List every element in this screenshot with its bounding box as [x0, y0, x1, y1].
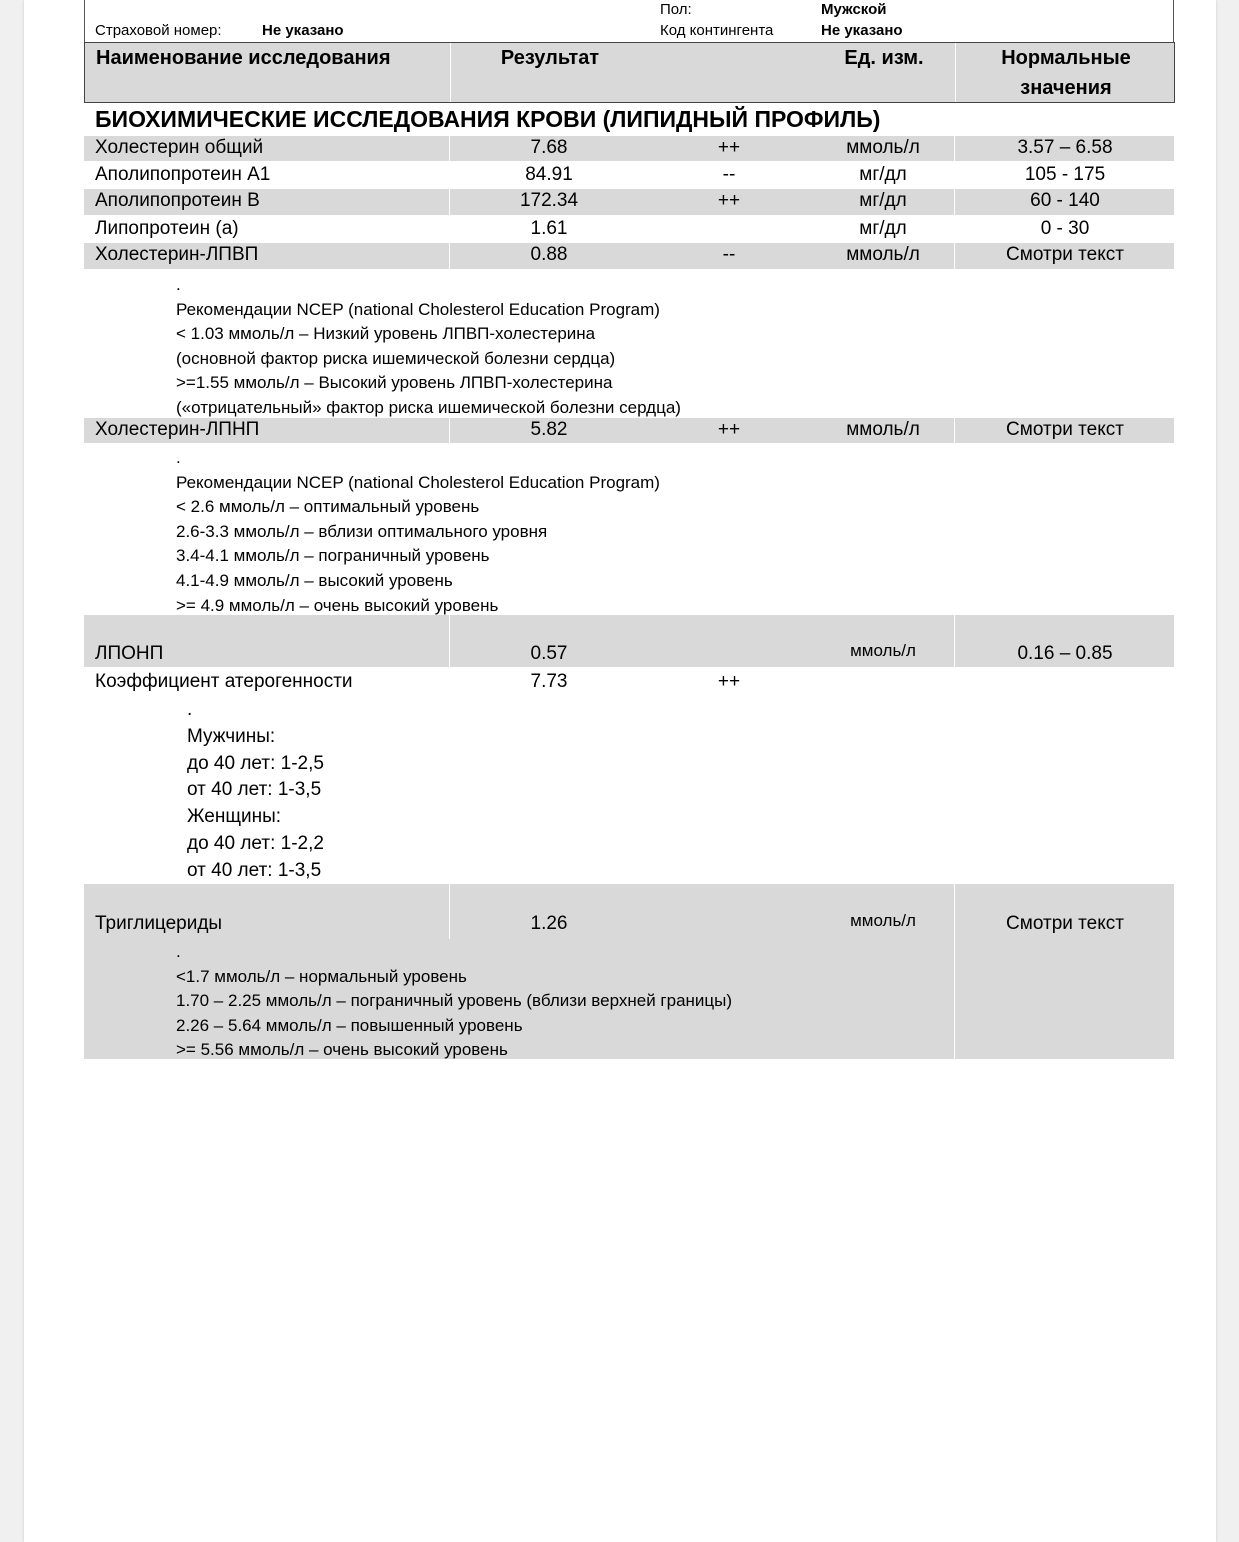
table-row [84, 216, 1174, 242]
test-norm: Смотри текст [1006, 419, 1124, 440]
test-result: 1.61 [530, 218, 568, 239]
test-result: 0.88 [530, 244, 568, 265]
test-result: 0.57 [530, 643, 568, 664]
test-result: 1.26 [530, 913, 568, 934]
test-norm: 0.16 – 0.85 [1017, 643, 1113, 664]
table-row [84, 162, 1174, 188]
frame-left-line [84, 0, 85, 43]
test-name: Триглицериды [95, 913, 223, 934]
note-line: Мужчины: [187, 725, 276, 747]
note-line: 2.6-3.3 ммоль/л – вблизи оптимального уровня [176, 521, 548, 541]
note-line: до 40 лет: 1-2,5 [187, 752, 324, 774]
test-norm: Смотри текст [1006, 244, 1124, 265]
test-unit: ммоль/л [846, 244, 920, 265]
note-line: до 40 лет: 1-2,2 [187, 832, 324, 854]
note-line: 4.1-4.9 ммоль/л – высокий уровень [176, 570, 453, 590]
test-norm: 105 - 175 [1024, 164, 1106, 185]
note-line: >=1.55 ммоль/л – Высокий уровень ЛПВП-холестерина [176, 373, 613, 393]
table-row [84, 136, 1174, 161]
insurance-value: Не указано [262, 22, 344, 39]
note-line: . [176, 448, 181, 467]
contingent-value: Не указано [821, 22, 903, 39]
test-name: Коэффициент атерогенности [95, 671, 353, 692]
test-norm: Смотри текст [1006, 913, 1124, 934]
sex-label: Пол: [660, 1, 692, 18]
test-flag: ++ [717, 419, 741, 440]
test-norm: 3.57 – 6.58 [1017, 137, 1113, 158]
test-unit: мг/дл [859, 164, 907, 185]
note-line: 3.4-4.1 ммоль/л – пограничный уровень [176, 546, 490, 566]
note-line: 1.70 – 2.25 ммоль/л – пограничный уровень (вблизи верхней границы) [176, 991, 733, 1011]
note-line: < 1.03 ммоль/л – Низкий уровень ЛПВП-холестерина [176, 324, 596, 344]
test-name: Аполипопротеин А1 [95, 164, 271, 185]
test-unit: мг/дл [859, 190, 907, 211]
note-line: < 2.6 ммоль/л – оптимальный уровень [176, 497, 480, 517]
test-result: 7.73 [530, 671, 568, 692]
note-line: 2.26 – 5.64 ммоль/л – повышенный уровень [176, 1015, 523, 1035]
test-result: 172.34 [519, 190, 579, 211]
note-line: Рекомендации NCEP (national Cholesterol Education Program) [176, 299, 660, 319]
test-name: Холестерин-ЛПНП [95, 419, 260, 440]
column-name: Наименование исследования [96, 47, 391, 69]
column-unit: Ед. изм. [844, 47, 924, 69]
test-unit: ммоль/л [850, 641, 916, 660]
test-name: Холестерин-ЛПВП [95, 244, 259, 265]
test-flag: ++ [717, 137, 741, 158]
sex-value: Мужской [821, 1, 887, 18]
column-result: Результат [500, 47, 600, 69]
note-line: (основной фактор риска ишемической болезни сердца) [176, 348, 616, 368]
test-flag: ++ [717, 671, 741, 692]
test-name: Аполипопротеин В [95, 190, 260, 211]
table-header [84, 42, 1175, 103]
table-row [84, 670, 1174, 696]
table-row [84, 189, 1174, 215]
atherogenic-note [187, 697, 324, 885]
note-line: . [176, 942, 181, 961]
note-line: >= 5.56 ммоль/л – очень высокий уровень [176, 1040, 508, 1060]
table-row [84, 418, 1174, 443]
table-row [84, 243, 1174, 269]
table-row [84, 615, 1174, 667]
tg-note [176, 940, 732, 1063]
note-line: . [187, 699, 193, 720]
test-name: ЛПОНП [95, 643, 164, 664]
note-line: от 40 лет: 1-3,5 [187, 779, 322, 801]
test-result: 7.68 [530, 137, 568, 158]
note-line: >= 4.9 ммоль/л – очень высокий уровень [176, 595, 499, 615]
test-flag: ++ [717, 190, 741, 211]
test-unit: мг/дл [859, 218, 907, 239]
ldl-note [176, 446, 660, 618]
note-line: от 40 лет: 1-3,5 [187, 859, 322, 881]
column-norm-line2: значения [1020, 77, 1112, 99]
note-line: Рекомендации NCEP (national Cholesterol Education Program) [176, 472, 660, 492]
table-row [84, 884, 1174, 1059]
test-norm: 60 - 140 [1030, 190, 1100, 211]
test-unit: ммоль/л [850, 911, 916, 930]
test-result: 84.91 [525, 164, 573, 185]
test-name: Липопротеин (а) [95, 218, 239, 239]
test-unit: ммоль/л [846, 137, 920, 158]
note-line: . [176, 275, 181, 294]
column-norm-line1: Нормальные [1001, 47, 1131, 69]
contingent-label: Код контингента [660, 22, 774, 39]
test-name: Холестерин общий [95, 137, 264, 158]
test-result: 5.82 [530, 419, 568, 440]
note-line: <1.7 ммоль/л – нормальный уровень [176, 966, 467, 986]
insurance-label: Страховой номер: [95, 22, 222, 39]
frame-right-line [1173, 0, 1174, 43]
test-flag: -- [722, 164, 736, 185]
section-title: БИОХИМИЧЕСКИЕ ИССЛЕДОВАНИЯ КРОВИ (ЛИПИДНЫЙ ПРОФИЛЬ) [95, 106, 881, 132]
test-unit: ммоль/л [846, 419, 920, 440]
test-norm: 0 - 30 [1040, 218, 1090, 239]
hdl-note [176, 273, 681, 421]
note-line: Женщины: [187, 806, 282, 828]
test-flag: -- [722, 244, 736, 265]
note-line: («отрицательный» фактор риска ишемической болезни сердца) [176, 397, 681, 417]
